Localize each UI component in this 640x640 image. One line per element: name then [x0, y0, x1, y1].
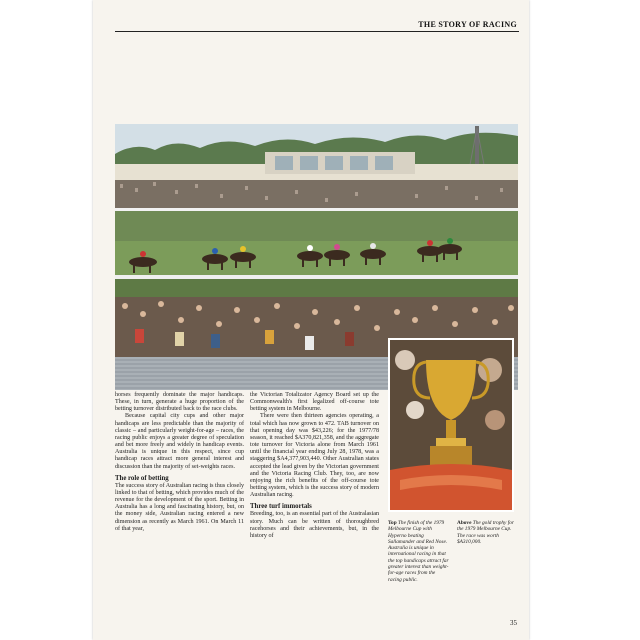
text-column-2	[250, 392, 379, 540]
header-rule	[115, 31, 519, 32]
section-heading: Three turf immortals	[250, 503, 312, 511]
caption-text: The gold trophy for the 1979 Melbourne Cup. The race was worth $A310,000.	[457, 520, 514, 545]
paragraph: There were then thirteen agencies operating, a total which has now grown to 472. TAB turnover on that opening day was $43,226; for the 1977/78 season, it reached $A370,821,358, and the aggregate tote turnover for Victoria alone from March 1961 until the financial year ending July 28, 1978, was a staggering $A4,377,903,440. Other Australian states accepted the lead given by the Victorian government and the Victoria Racing Club. They, too, are now enjoying the rich benefits of the off-course tote betting system, which is the success story of modern Australian racing.	[250, 413, 379, 499]
paragraph: The success story of Australian racing is thus closely linked to that of betting, which provides much of the revenue for the development of the sport. Betting in Australia has a long and fascinating history, but, on the money side, Australian racing entered a new dimension as recently as March 1961. On March 11 of that year,	[115, 482, 244, 532]
caption-label: Top	[388, 520, 397, 526]
running-head: THE STORY OF RACING	[418, 20, 517, 29]
paragraph: the Victorian Totalizator Agency Board set up the Commonwealth's first legalized off-course tote betting system in Melbourne.	[250, 392, 379, 413]
paragraph: horses frequently dominate the major handicaps. These, in turn, generate a huge proportion of the betting turnover distributed back to the race clubs.	[115, 392, 244, 413]
paragraph: Breeding, too, is an essential part of the Australasian story. Much can be written of thoroughbred racehorses and their achievements, but, in the history of	[250, 511, 379, 539]
caption-top	[388, 520, 450, 583]
section-heading: The role of betting	[115, 474, 169, 482]
caption-text: The finish of the 1979 Melbourne Cup with Hyperno beating Sallamander and Red Nose. Australia is unique in international racing in that the top handicaps attract far greater interest than weight-for-age races from the racing public.	[388, 520, 449, 583]
caption-above	[457, 520, 517, 545]
trophy-photo	[388, 338, 514, 512]
text-column-1	[115, 392, 244, 533]
caption-label: Above	[457, 520, 472, 526]
page-number: 35	[510, 619, 517, 627]
paragraph: Because capital city cups and other major handicaps are less predictable than the majority of classic – and particularly weight-for-age – races, the racing public enjoys a greater degree of speculation and bet more freely and widely in handicap events. Australia is unique in this respect, since cup handicap races attract more general interest and discussion than the majority of set-weights races.	[115, 413, 244, 470]
